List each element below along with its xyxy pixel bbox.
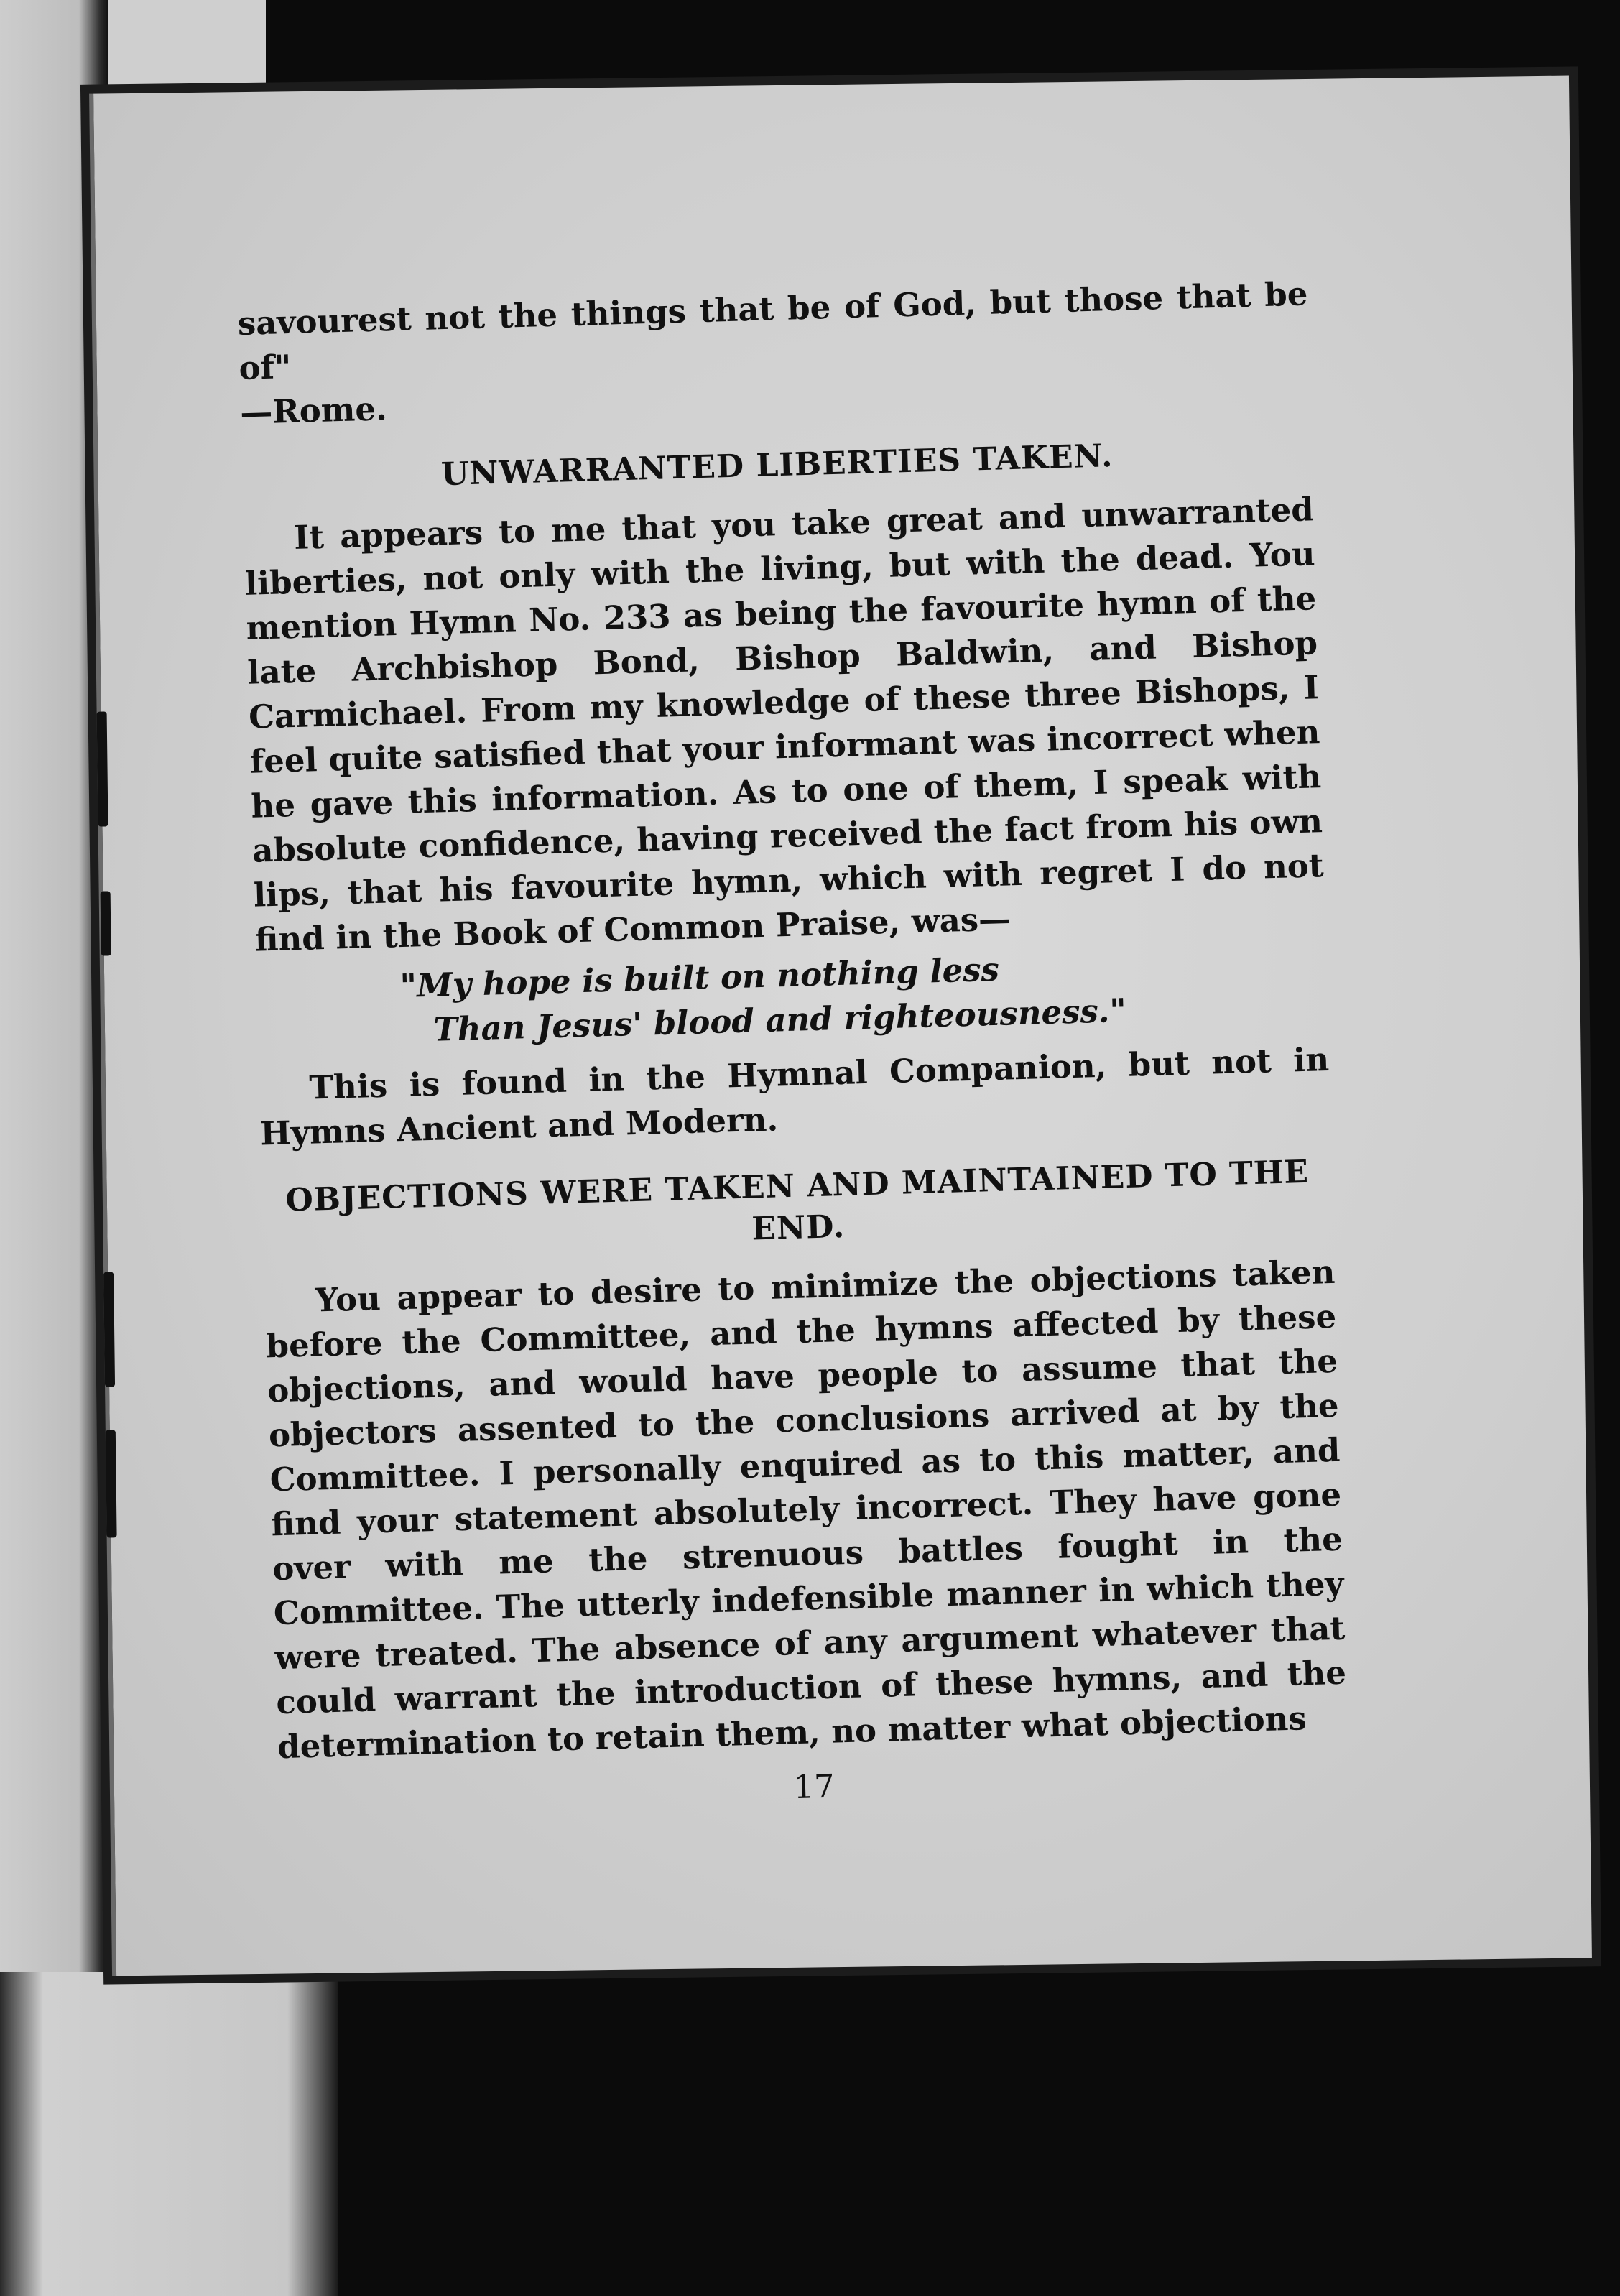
- quote-line: Than Jesus' blood and righteousness.": [432, 991, 1127, 1049]
- quote-line: "My hope is built on nothing less: [399, 950, 1000, 1006]
- binding-mark: [101, 891, 111, 955]
- section-heading-objections: OBJECTIONS WERE TAKEN AND MAINTAINED TO THE END.: [284, 1153, 1310, 1248]
- section-paragraph: It appears to me that you take great and unwarranted liberties, not only with the living, but with the dead. You mention Hymn No. 233 as being the favourite hymn of the late Archbishop Bond, Bishop Baldwin, and Bishop Carmichael. From my knowledge of these three Bishops, I feel quite satisfied that your informant was incorrect when he gave this information. As to one of them, I speak with absolute confidence, having received the fact from his own lips, that his favourite hymn, which with regret I do not find in the Book of Common Praise, was—: [244, 490, 1325, 959]
- page-text: [237, 272, 1350, 1824]
- binding-mark: [103, 1272, 115, 1387]
- opening-paragraph: savourest not the things that be of God, but those that be of" —Rome.: [237, 274, 1309, 432]
- binding-mark: [97, 711, 108, 826]
- scan-margin-bottom: [0, 1972, 338, 2296]
- section-heading-unwarranted-liberties: UNWARRANTED LIBERTIES TAKEN.: [440, 438, 1114, 494]
- page-number: 17: [792, 1767, 836, 1807]
- binding-mark: [106, 1430, 117, 1537]
- section-paragraph: You appear to desire to minimize the objections taken before the Committee, and the hymns affected by these objections, and would have people to assume that the objectors assented to the conclusions arrived at by the Committee. I personally enquired as to this matter, and find your statement absolutely incorrect. They have gone over with me the strenuous battles fought in the Committee. The utterly indefensible manner in which they were treated. The absence of any argument whatever that could warrant the introduction of these hymns, and the determination to retain them, no matter what objections: [265, 1252, 1347, 1767]
- section-paragraph: This is found in the Hymnal Companion, but not in Hymns Ancient and Modern.: [259, 1040, 1330, 1153]
